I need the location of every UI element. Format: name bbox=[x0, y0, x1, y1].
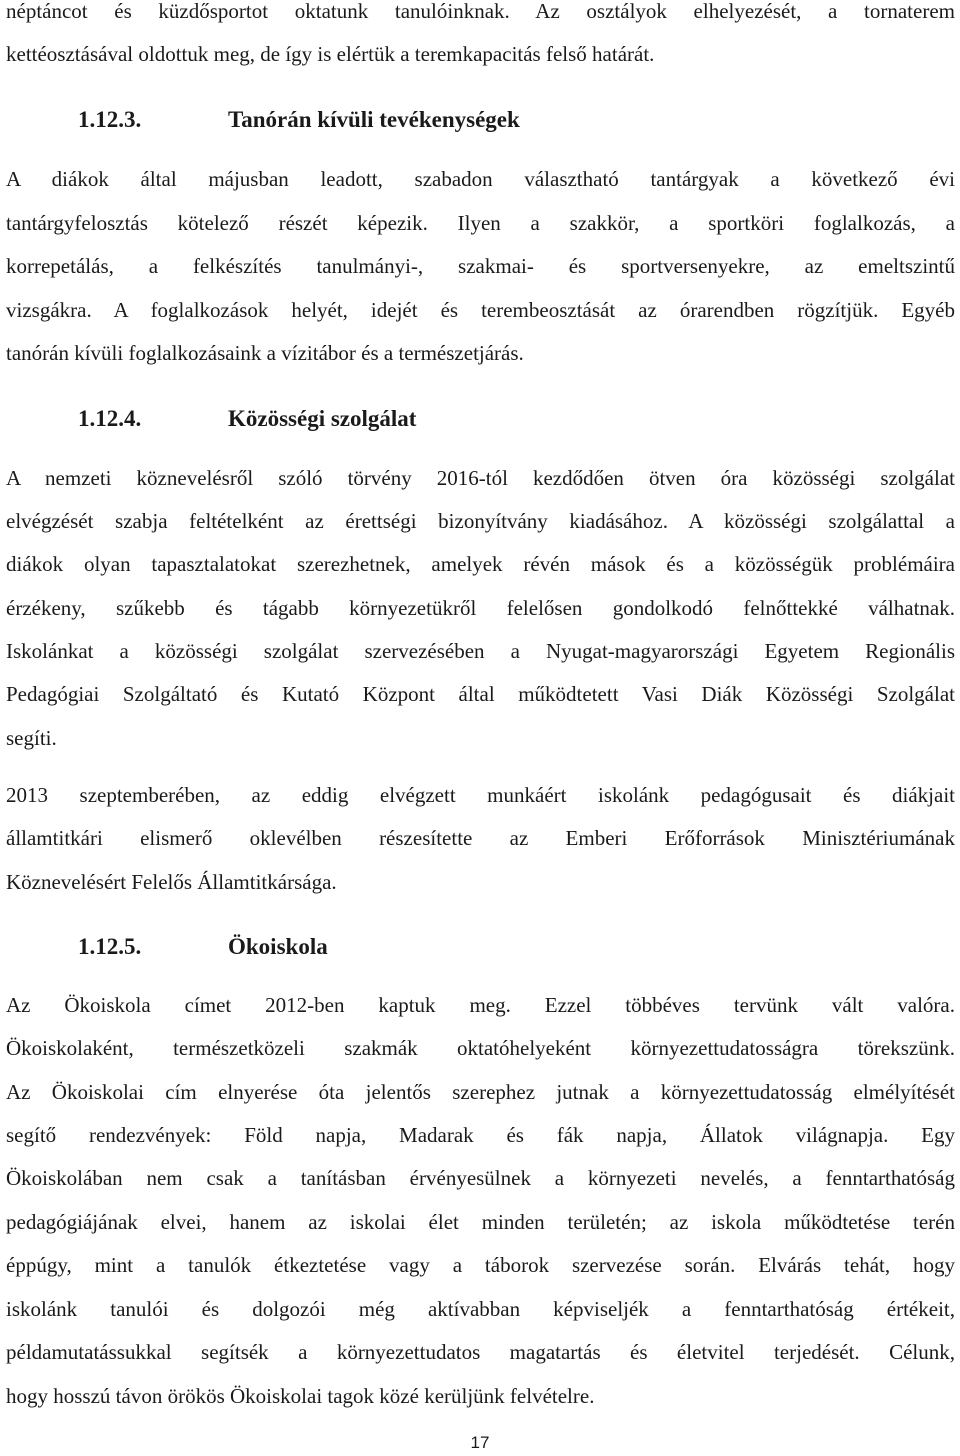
body-text-line: iskolánk tanulói és dolgozói még aktívabban képviseljék a fenntarthatóság értékeit, bbox=[6, 1297, 955, 1321]
body-text-line: segíti. bbox=[6, 726, 57, 750]
section-title: Tanórán kívüli tevékenységek bbox=[228, 107, 520, 132]
body-text-line: tantárgyfelosztás kötelező részét képezik. Ilyen a szakkör, a sportköri foglalkozás, a bbox=[6, 211, 955, 235]
body-text-line: korrepetálás, a felkészítés tanulmányi-, szakmai- és sportversenyekre, az emeltszintű bbox=[6, 254, 955, 278]
body-text-line: kettéosztásával oldottuk meg, de így is elértük a teremkapacitás felső határát. bbox=[6, 42, 655, 66]
body-text-line: Köznevelésért Felelős Államtitkársága. bbox=[6, 870, 337, 894]
body-text-line: diákok olyan tapasztalatokat szerezhetnek, amelyek révén mások és a közösségük problémáira bbox=[6, 552, 955, 576]
section-title: Közösségi szolgálat bbox=[228, 406, 417, 431]
body-text-line: pedagógiájának elvei, hanem az iskolai élet minden területén; az iskola működtetése terén bbox=[6, 1210, 955, 1234]
body-text-line: segítő rendezvények: Föld napja, Madarak és fák napja, Állatok világnapja. Egy bbox=[6, 1123, 955, 1147]
body-text-line: Az Ökoiskola címet 2012-ben kaptuk meg. Ezzel többéves tervünk vált valóra. bbox=[6, 993, 955, 1017]
body-text-line: éppúgy, mint a tanulók étkeztetése vagy a táborok szervezése során. Elvárás tehát, hogy bbox=[6, 1253, 955, 1277]
body-text-line: érzékeny, szűkebb és tágabb környezetükről felelősen gondolkodó felnőttekké válhatnak. bbox=[6, 596, 955, 620]
section-title: Ökoiskola bbox=[228, 934, 328, 959]
body-text-line: tanórán kívüli foglalkozásaink a vízitábor és a természetjárás. bbox=[6, 341, 524, 365]
body-text-line: hogy hosszú távon örökös Ökoiskolai tagok közé kerüljünk felvételre. bbox=[6, 1384, 595, 1408]
body-text-line: vizsgákra. A foglalkozások helyét, idejét és terembeosztását az órarendben rögzítjük. Egyéb bbox=[6, 298, 955, 322]
body-text-line: 2013 szeptemberében, az eddig elvégzett munkáért iskolánk pedagógusait és diákjait bbox=[6, 783, 955, 807]
page-number: 17 bbox=[470, 1433, 490, 1452]
body-text-line: A nemzeti köznevelésről szóló törvény 2016-tól kezdődően ötven óra közösségi szolgálat bbox=[6, 466, 955, 490]
body-text-line: példamutatássukkal segítsék a környezettudatos magatartás és életvitel terjedését. Célunk, bbox=[6, 1340, 955, 1364]
body-text-line: Ökoiskolaként, természetközeli szakmák oktatóhelyeként környezettudatosságra törekszünk. bbox=[6, 1036, 955, 1060]
body-text-line: Az Ökoiskolai cím elnyerése óta jelentős szerephez jutnak a környezettudatosság elmélyítését bbox=[6, 1080, 955, 1104]
section-number: 1.12.4. bbox=[78, 406, 142, 431]
body-text-line: államtitkári elismerő oklevélben részesítette az Emberi Erőforrások Minisztériumának bbox=[6, 826, 955, 850]
body-text-line: Pedagógiai Szolgáltató és Kutató Központ által működtetett Vasi Diák Közösségi Szolgálat bbox=[6, 682, 955, 706]
body-text-line: Iskolánkat a közösségi szolgálat szervezésében a Nyugat-magyarországi Egyetem Regionális bbox=[6, 639, 955, 663]
body-text-line: elvégzését szabja feltételként az érettségi bizonyítvány kiadásához. A közösségi szolgálattal a bbox=[6, 509, 955, 533]
body-text-line: Ökoiskolában nem csak a tanításban érvényesülnek a környezeti nevelés, a fenntarthatóság bbox=[6, 1166, 955, 1190]
body-text-line: néptáncot és küzdősportot oktatunk tanulóinknak. Az osztályok elhelyezését, a tornaterem bbox=[6, 0, 955, 23]
section-number: 1.12.5. bbox=[78, 934, 142, 959]
body-text-line: A diákok által májusban leadott, szabadon választható tantárgyak a következő évi bbox=[6, 167, 955, 191]
section-number: 1.12.3. bbox=[78, 107, 142, 132]
